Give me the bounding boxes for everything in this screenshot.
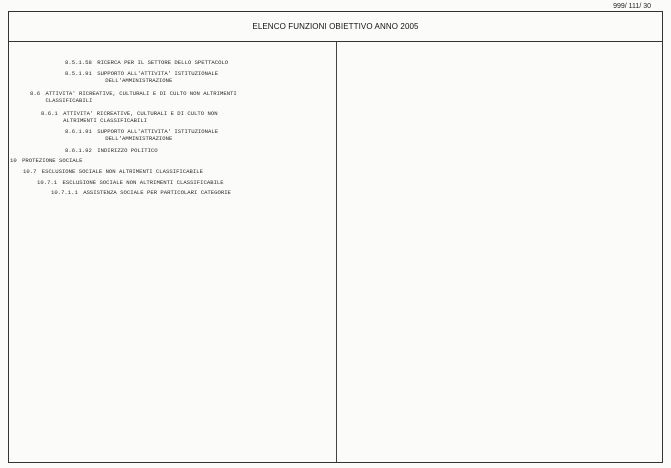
entry-code: 8.5.1.91 <box>65 70 92 77</box>
entry-description: ESCLUSIONE SOCIALE NON ALTRIMENTI CLASSIFICABILE <box>41 168 203 175</box>
page-number: 999/ 111/ 30 <box>613 3 651 10</box>
list-item <box>23 168 203 175</box>
report-header <box>9 12 662 42</box>
entry-description-continued: CLASSIFICABILI <box>45 97 93 105</box>
entry-description-continued: DELL'AMMINISTRAZIONE <box>105 135 173 143</box>
entry-description: ATTIVITA' RICREATIVE, CULTURALI E DI CULTO NON <box>63 110 218 117</box>
list-item <box>41 110 218 125</box>
entry-code: 8.5.1.58 <box>65 59 92 66</box>
list-item <box>65 128 218 143</box>
entry-description: PROTEZIONE SOCIALE <box>22 157 83 164</box>
entry-description: INDIRIZZO POLITICO <box>97 147 158 154</box>
entry-code: 10.7 <box>23 168 37 175</box>
entry-code: 10.7.1.1 <box>51 189 78 196</box>
entry-description: SUPPORTO ALL'ATTIVITA' ISTITUZIONALE <box>97 70 219 77</box>
entry-description: ESCLUSIONE SOCIALE NON ALTRIMENTI CLASSIFICABILE <box>62 179 224 186</box>
entry-code: 10 <box>10 157 17 164</box>
entry-code: 10.7.1 <box>37 179 58 186</box>
entry-description: SUPPORTO ALL'ATTIVITA' ISTITUZIONALE <box>97 128 219 135</box>
report-frame <box>8 11 663 463</box>
list-item <box>37 179 224 186</box>
entry-description-continued: ALTRIMENTI CLASSIFICABILI <box>63 117 148 125</box>
list-item <box>65 147 158 154</box>
entry-code: 8.6.1.91 <box>65 128 92 135</box>
entry-description: RICERCA PER IL SETTORE DELLO SPETTACOLO <box>97 59 229 66</box>
entry-description-continued: DELL'AMMINISTRAZIONE <box>105 77 173 85</box>
entry-description: ATTIVITA' RICREATIVE, CULTURALI E DI CULTO NON ALTRIMENTI <box>45 90 237 97</box>
entry-code: 8.6.1 <box>41 110 58 117</box>
list-item <box>10 157 83 164</box>
list-item <box>65 70 218 85</box>
list-item <box>30 90 237 105</box>
entry-description: ASSISTENZA SOCIALE PER PARTICOLARI CATEGORIE <box>83 189 231 196</box>
report-title: ELENCO FUNZIONI OBIETTIVO ANNO 2005 <box>252 22 419 31</box>
list-item <box>65 59 228 66</box>
list-item <box>51 189 231 196</box>
entry-code: 8.6 <box>30 90 41 97</box>
entry-code: 8.6.1.92 <box>65 147 92 154</box>
column-divider <box>336 42 337 462</box>
